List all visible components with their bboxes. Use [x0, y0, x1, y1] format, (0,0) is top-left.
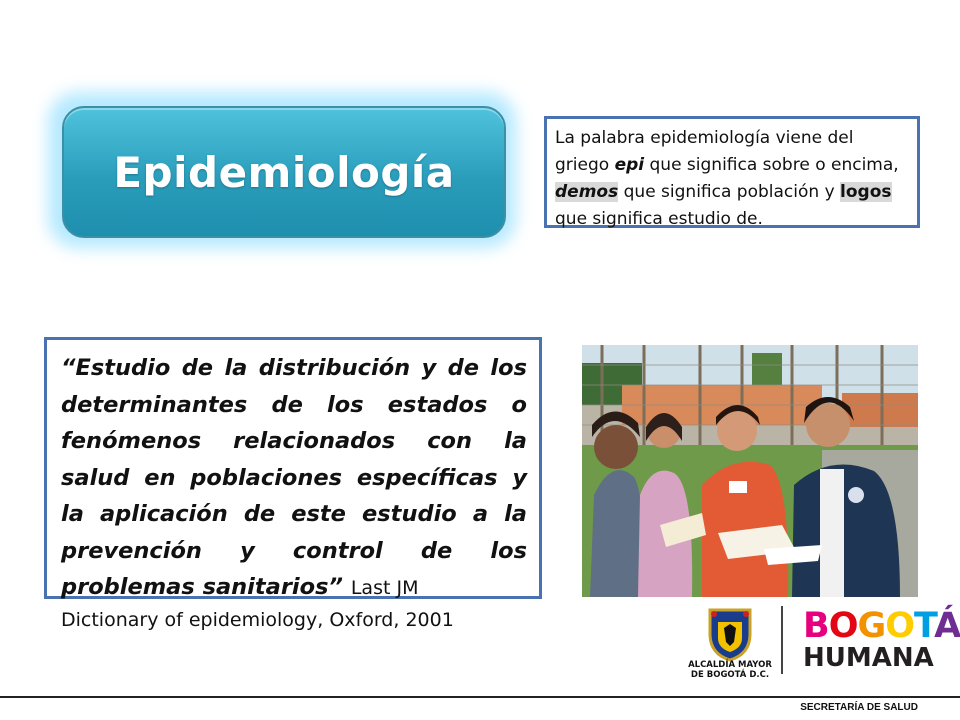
- brand-humana: HUMANA: [803, 643, 934, 673]
- shield-icon: [700, 604, 760, 664]
- logo-divider: [781, 606, 783, 674]
- title-banner: [62, 106, 506, 238]
- alcaldia-caption: [672, 660, 788, 680]
- brand-letter: T: [913, 606, 935, 646]
- brand-letter: B: [803, 606, 829, 646]
- quote-box: [44, 337, 542, 631]
- alcaldia-line-1: ALCALDÍA MAYOR: [688, 660, 772, 670]
- brand-letter: O: [828, 606, 858, 646]
- term-epi: epi: [614, 155, 645, 175]
- page-title: Epidemiología: [113, 147, 455, 197]
- bogota-coat-of-arms-logo: [700, 604, 760, 664]
- quote-text: “Estudio de la distribución y de los determinantes de los estados o fenómenos relacionados con la salud en poblaciones específicas y la aplicación de este estudio a la prevención y control de los problemas sanitarios”: [61, 355, 527, 600]
- brand-bogota: [803, 606, 960, 646]
- term-logos: logos: [840, 182, 892, 202]
- field-photo-illustration: [582, 345, 918, 597]
- footer-label: SECRETARÍA DE SALUD: [800, 702, 918, 713]
- definition-text-3: que significa población y: [618, 182, 841, 202]
- brand-letter: G: [857, 606, 886, 646]
- definition-text-2: que significa sobre o encima,: [644, 155, 899, 175]
- definition-text-1: La palabra epidemiología viene del griego: [555, 128, 854, 175]
- definition-box: [544, 116, 920, 228]
- alcaldia-line-2: DE BOGOTÁ D.C.: [690, 670, 770, 680]
- brand-letter: O: [885, 606, 914, 646]
- term-demos: demos: [555, 182, 619, 202]
- brand-letter: Á: [934, 606, 960, 646]
- quote-block: [61, 350, 527, 607]
- definition-text-4: que significa estudio de.: [555, 209, 763, 229]
- quote-author: Last JM: [350, 577, 419, 599]
- footer-divider: [0, 696, 960, 698]
- quote-source: Dictionary of epidemiology, Oxford, 2001: [61, 608, 454, 631]
- field-photo: [582, 345, 918, 597]
